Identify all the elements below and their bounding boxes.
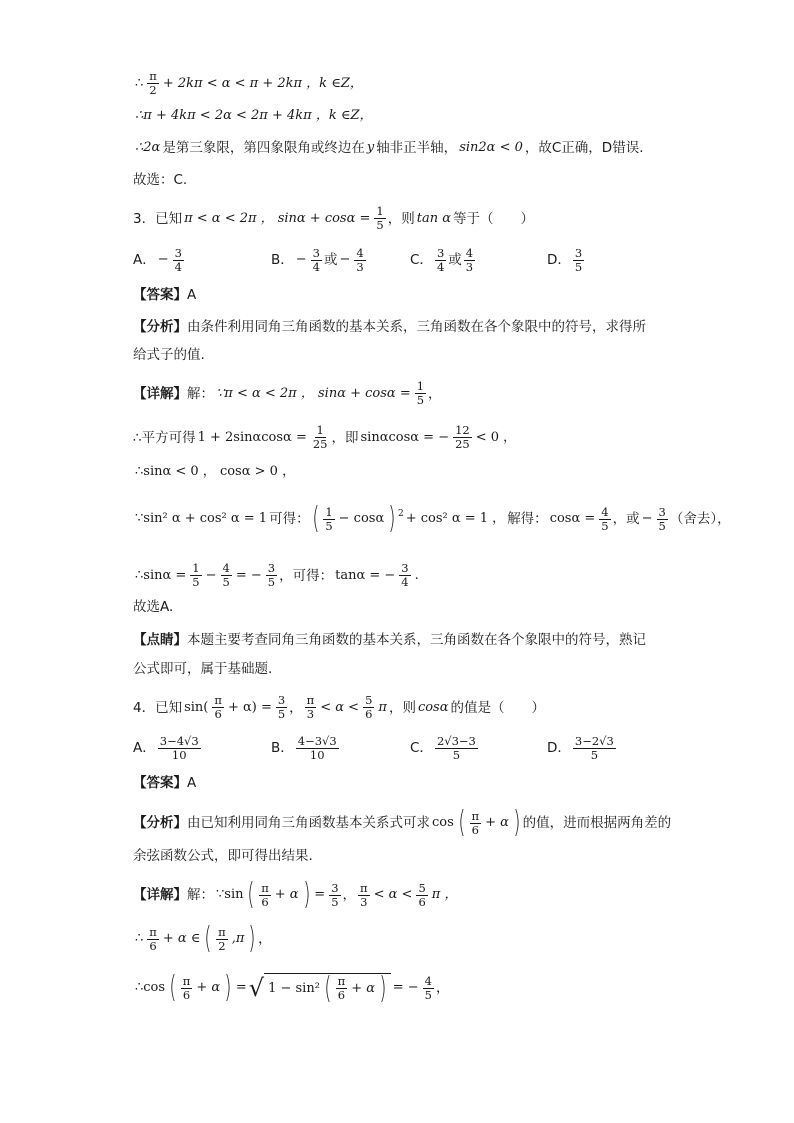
detail-3-line-3 <box>133 462 674 482</box>
detail-4-line-3 <box>133 972 674 1004</box>
numerator: π <box>471 808 480 823</box>
math-text: ∵sin² α + cos² α = 1 <box>135 511 268 526</box>
math-text: 1 + 2sinαcosα = <box>197 429 307 445</box>
option-label: B． <box>271 740 294 756</box>
numerator: π <box>214 693 222 707</box>
option-b <box>271 735 341 762</box>
numerator: 4 <box>222 561 230 575</box>
fraction <box>212 694 224 721</box>
fraction <box>336 975 348 1002</box>
fraction <box>358 882 370 909</box>
math-text: sinα + cosα = <box>277 210 371 226</box>
denominator: 5 <box>590 747 599 762</box>
radicand <box>264 970 391 1006</box>
question-4-stem <box>133 694 674 721</box>
math-text: − <box>157 252 169 267</box>
denominator: 4 <box>401 575 409 589</box>
numerator: 3 <box>401 561 409 575</box>
math-text: ∵sin <box>216 887 244 902</box>
body-text: ，则 <box>387 210 415 227</box>
left-paren: ( <box>324 970 332 1006</box>
option-label: D． <box>547 740 571 756</box>
body-text: 解： <box>187 887 214 903</box>
body-text: ，即 <box>331 429 359 446</box>
fraction <box>216 926 228 953</box>
denominator: 5 <box>601 518 609 533</box>
math-text: π < α < 2π ， <box>184 210 274 226</box>
numerator: 3 <box>436 245 445 260</box>
option-a <box>133 735 203 762</box>
answer-value: A <box>187 775 197 791</box>
denominator: 3 <box>360 894 368 909</box>
math-text: < α < <box>320 699 360 715</box>
fraction <box>311 424 330 451</box>
numerator: 1 <box>316 423 324 437</box>
right-paren: ) <box>302 877 310 912</box>
body-text: 解： <box>187 385 214 402</box>
fraction <box>416 882 427 909</box>
option-d <box>547 735 618 762</box>
answer-value: A <box>187 287 197 303</box>
denominator: 5 <box>658 518 666 533</box>
fraction <box>190 562 201 589</box>
denominator: 3 <box>465 259 474 274</box>
detail-tag: 【详解】 <box>133 887 187 903</box>
fraction <box>399 562 410 589</box>
numerator: 12 <box>455 423 470 437</box>
analysis-4-line-1 <box>133 805 674 840</box>
detail-3-line-6 <box>133 597 674 617</box>
body-text: 轴非正半轴， <box>376 140 458 156</box>
numerator: 5 <box>418 880 426 895</box>
numerator: 3 <box>331 880 339 895</box>
denominator: 4 <box>174 259 182 274</box>
body-text: 解得： <box>507 511 548 527</box>
left-paren: ( <box>311 501 319 536</box>
detail-3-line-5 <box>133 562 674 589</box>
denominator: 4 <box>436 259 445 274</box>
denominator: 5 <box>331 894 339 909</box>
analysis-3-line-1 <box>133 317 674 337</box>
numerator: 3 <box>174 245 182 260</box>
math-text: < 0 ， <box>475 429 517 445</box>
body-text: ， <box>289 699 303 716</box>
numerator: 1 <box>325 504 333 519</box>
denominator: 6 <box>337 988 346 1002</box>
fraction <box>266 562 277 589</box>
body-text: 故选A. <box>133 599 174 615</box>
numerator: π <box>149 69 157 83</box>
right-paren: ) <box>379 970 387 1006</box>
math-text: + α) = <box>227 699 272 715</box>
math-text: cos <box>432 815 454 830</box>
body-text: 给式子的值. <box>133 347 205 363</box>
denominator: 2 <box>149 83 157 97</box>
denominator: 5 <box>277 707 286 721</box>
math-text: π ， <box>431 887 458 902</box>
fraction <box>657 506 668 533</box>
math-text: + cos² α = 1 ， <box>405 511 506 526</box>
right-paren: ) <box>224 970 232 1005</box>
option-label: A． <box>133 252 156 268</box>
analysis-tag: 【分析】 <box>133 815 187 831</box>
numerator: 3 <box>277 693 286 707</box>
denominator: 5 <box>452 747 461 762</box>
math-text: = <box>314 887 326 902</box>
fraction <box>374 205 385 232</box>
detail-3-line-2 <box>133 424 674 451</box>
numerator: π <box>360 880 368 895</box>
body-text: 的值，进而根据两角差的 <box>522 815 672 831</box>
fraction <box>573 247 584 274</box>
denominator: 5 <box>416 393 425 407</box>
right-paren: ) <box>513 805 521 840</box>
body-text: 余弦函数公式，即可得出结果. <box>133 848 313 864</box>
body-text: 的值是（ ） <box>450 699 546 716</box>
fraction <box>354 247 365 274</box>
denominator: 25 <box>455 437 470 451</box>
fraction <box>173 247 184 274</box>
numerator: π <box>337 974 346 988</box>
right-paren: ) <box>248 921 256 956</box>
math-text: π <box>378 699 387 715</box>
left-paren: ( <box>247 877 255 912</box>
denominator: 6 <box>471 822 479 837</box>
numerator: 1 <box>192 561 200 575</box>
numerator: π <box>261 880 269 895</box>
option-label: C． <box>410 740 433 756</box>
math-text: + α <box>196 980 221 995</box>
numerator: 4 <box>424 973 432 988</box>
fraction <box>363 694 374 721</box>
detail-4-line-2 <box>133 921 674 956</box>
question-3-options <box>133 245 674 274</box>
body-text: ，可得： <box>279 567 334 584</box>
answer-3 <box>133 285 674 305</box>
math-text: cosα <box>417 699 449 715</box>
math-text: tanα = − <box>335 567 396 583</box>
numerator: π <box>218 924 226 939</box>
math-text: sinαcosα = − <box>360 429 450 445</box>
numerator: π <box>306 693 315 707</box>
math-text: ∴sinα < 0 ， cosα > 0 ， <box>135 464 296 479</box>
numerator: 4 <box>356 245 364 260</box>
denominator: 10 <box>171 747 187 762</box>
solution-line-4 <box>133 170 674 190</box>
denominator: 6 <box>261 894 269 909</box>
denominator: 5 <box>222 575 230 589</box>
fraction <box>276 694 287 721</box>
body-text: ， <box>258 931 272 947</box>
fraction <box>423 975 434 1002</box>
numerator: 3−4√3 <box>159 733 199 748</box>
comment-3-line-2 <box>133 659 674 679</box>
math-text: ∵π < α < 2π ， sinα + cosα = <box>216 385 411 401</box>
math-text: ∴2α <box>135 140 161 155</box>
body-text: （舍去）， <box>669 511 731 527</box>
comment-tag: 【点睛】 <box>133 632 187 648</box>
denominator: 25 <box>312 437 328 451</box>
solution-line-1 <box>133 70 674 97</box>
math-text: + α <box>274 887 299 902</box>
body-text: 由已知利用同角三角函数基本关系式可求 <box>187 815 430 831</box>
body-text: 可得： <box>269 511 310 527</box>
fraction <box>470 810 482 837</box>
body-text: ， <box>428 385 442 402</box>
math-text: = <box>235 980 247 995</box>
numerator: 5 <box>365 693 373 707</box>
body-text: ∴平方可得 <box>133 429 196 446</box>
numerator: 3−2√3 <box>574 733 614 748</box>
fraction <box>147 926 159 953</box>
detail-tag: 【详解】 <box>133 385 187 402</box>
numerator: 1 <box>376 204 384 218</box>
fraction <box>181 975 193 1002</box>
analysis-4-line-2 <box>133 846 674 866</box>
fraction <box>311 247 322 274</box>
math-text: sin( <box>184 699 209 715</box>
body-text: 或 <box>324 252 338 268</box>
option-label: B． <box>271 252 294 268</box>
math-text: = − <box>235 567 262 583</box>
fraction <box>259 882 271 909</box>
fraction <box>329 882 340 909</box>
math-text: − <box>339 252 351 267</box>
math-text: − <box>295 252 307 267</box>
math-text: ∴ <box>135 931 144 946</box>
body-text: ，则 <box>388 699 416 716</box>
option-a <box>133 247 186 274</box>
option-b <box>271 247 368 274</box>
math-text: 1 − sin² <box>268 980 320 996</box>
denominator: 3 <box>306 707 315 721</box>
answer-tag: 【答案】 <box>133 775 187 791</box>
math-text: ∴π + 4kπ < 2α < 2π + 4kπ ，k ∈Z， <box>135 108 373 123</box>
denominator: 5 <box>424 987 432 1002</box>
detail-3-line-4 <box>133 501 731 536</box>
solution-line-2 <box>133 106 674 126</box>
fraction <box>147 70 159 97</box>
body-text: 由条件利用同角三角函数的基本关系，三角函数在各个象限中的符号，求得所 <box>187 319 646 335</box>
body-text: ， <box>435 980 450 996</box>
body-text: ，或 <box>612 511 640 527</box>
denominator: 4 <box>312 259 320 274</box>
body-text: 本题主要考查同角三角函数的基本关系，三角函数在各个象限中的符号，熟记 <box>187 632 646 648</box>
question-number: 3．已知 <box>133 210 183 227</box>
question-4-options <box>133 735 674 761</box>
fraction <box>435 735 478 762</box>
denominator: 5 <box>376 218 384 232</box>
fraction <box>464 247 475 274</box>
math-text: ∴sinα = <box>135 567 187 583</box>
option-label: A． <box>133 740 156 756</box>
math-text: + α <box>485 815 509 830</box>
answer-4 <box>133 773 674 793</box>
numerator: 4−3√3 <box>297 733 337 748</box>
math-text: − cosα <box>338 511 385 526</box>
numerator: 2√3−3 <box>436 733 476 748</box>
option-c <box>410 247 477 274</box>
denominator: 6 <box>182 987 191 1002</box>
right-paren: ) <box>388 501 396 536</box>
math-text: ∴cos <box>135 980 166 995</box>
fraction <box>158 735 201 762</box>
exponent: 2 <box>397 509 404 519</box>
fraction <box>323 506 334 533</box>
left-paren: ( <box>458 805 466 840</box>
body-text: ，故C正确，D错误. <box>524 140 644 156</box>
numerator: 3 <box>658 504 666 519</box>
fraction <box>296 735 339 762</box>
denominator: 10 <box>309 747 325 762</box>
denominator: 5 <box>325 518 333 533</box>
fraction <box>573 735 616 762</box>
detail-3-line-1 <box>133 380 674 407</box>
option-c <box>410 735 480 762</box>
denominator: 5 <box>267 575 276 589</box>
math-text: y <box>366 140 375 155</box>
left-paren: ( <box>169 970 177 1005</box>
fraction <box>305 694 317 721</box>
math-text: sin2α < 0 <box>459 140 523 155</box>
fraction <box>453 424 472 451</box>
fraction <box>435 247 446 274</box>
denominator: 6 <box>214 707 222 721</box>
math-text: + 2kπ < α < π + 2kπ ，k ∈Z， <box>162 75 363 91</box>
body-text: 公式即可，属于基础题. <box>133 661 273 677</box>
fraction <box>221 562 232 589</box>
denominator: 5 <box>192 575 200 589</box>
question-3-stem <box>133 205 674 232</box>
denominator: 2 <box>218 938 226 953</box>
option-label: D． <box>547 252 571 268</box>
question-number: 4．已知 <box>133 699 183 716</box>
body-text: 故选：C. <box>133 172 188 188</box>
left-paren: ( <box>204 921 212 956</box>
numerator: 3 <box>312 245 320 260</box>
numerator: π <box>182 973 191 988</box>
math-text: + α ∈ <box>162 931 201 946</box>
numerator: 4 <box>465 245 474 260</box>
math-text: . <box>414 567 419 583</box>
comment-3-line-1 <box>133 630 674 650</box>
body-text: ， <box>342 887 357 903</box>
math-text: cosα = <box>549 511 596 526</box>
answer-tag: 【答案】 <box>133 287 187 303</box>
denominator: 6 <box>149 938 157 953</box>
analysis-tag: 【分析】 <box>133 319 187 335</box>
numerator: 4 <box>601 504 609 519</box>
square-root <box>248 970 391 1006</box>
math-text: + α <box>351 980 376 996</box>
math-text: = − <box>392 980 419 995</box>
option-d <box>547 247 586 274</box>
math-text: < α < <box>373 887 413 902</box>
denominator: 6 <box>418 894 426 909</box>
option-label: C． <box>410 252 433 268</box>
detail-4-line-1 <box>133 877 674 912</box>
math-text: tan α <box>416 210 452 226</box>
numerator: 3 <box>574 245 583 260</box>
math-text: − <box>641 511 653 526</box>
math-text: ,π <box>231 931 245 946</box>
numerator: 3 <box>267 561 276 575</box>
fraction <box>599 506 610 533</box>
body-text: 或 <box>448 252 462 268</box>
denominator: 3 <box>356 259 364 274</box>
body-text: 等于（ ） <box>453 210 535 227</box>
numerator: 1 <box>416 379 425 393</box>
radical-sign: √ <box>248 973 265 1002</box>
solution-line-3 <box>133 138 674 158</box>
denominator: 6 <box>365 707 373 721</box>
fraction <box>415 380 426 407</box>
math-text: ∴ <box>135 75 144 91</box>
analysis-3-line-2 <box>133 345 674 365</box>
numerator: π <box>149 924 157 939</box>
math-text: − <box>205 567 217 583</box>
body-text: 是第三象限，第四象限角或终边在 <box>162 140 365 156</box>
denominator: 5 <box>574 259 583 274</box>
